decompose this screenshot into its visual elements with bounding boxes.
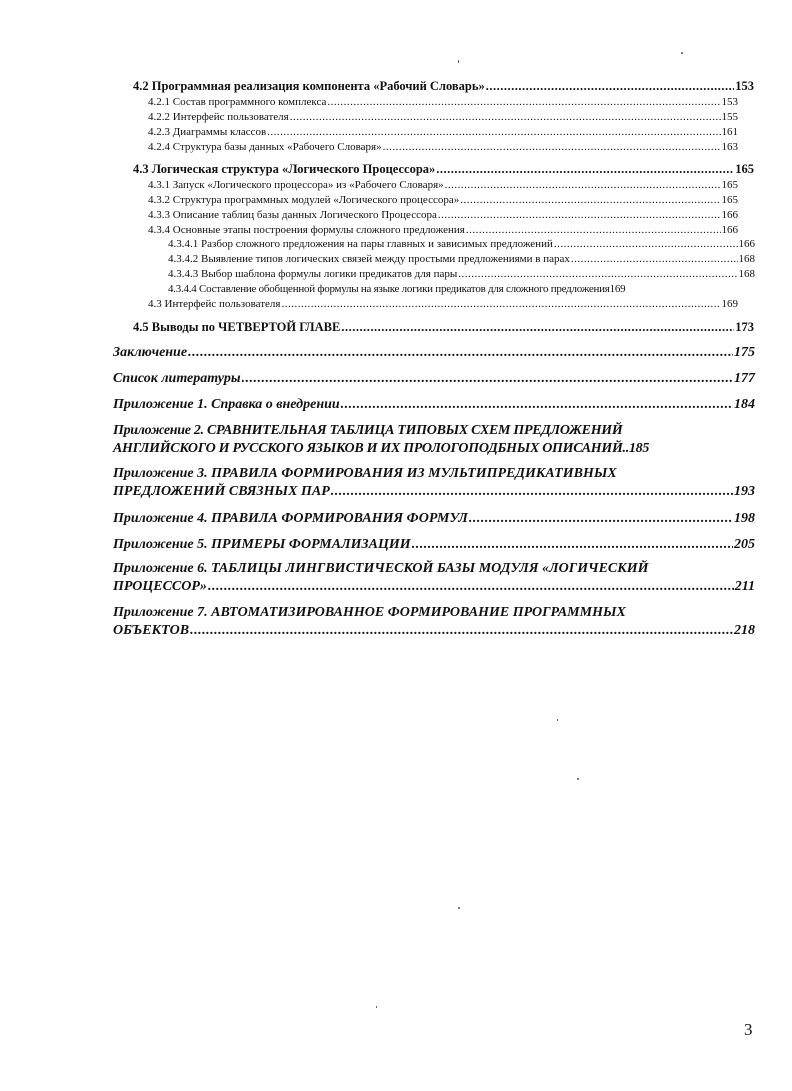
toc-entry-page: 153	[735, 79, 754, 93]
toc-entry-page: 155	[721, 111, 738, 123]
toc-entry-title: 4.2.3 Диаграммы классов	[148, 126, 267, 138]
toc-entry-references	[113, 371, 755, 387]
toc-leader-dots	[331, 484, 733, 500]
toc-entry-title: 4.3.2 Структура программных модулей «Логического процессора»	[148, 194, 460, 206]
toc-entry-page: 165	[721, 179, 738, 191]
toc-entry-4-3-4-4	[168, 283, 755, 295]
toc-entry-4-2	[133, 79, 754, 94]
toc-entry-page: 177	[734, 371, 755, 386]
toc-entry-page: 166	[738, 238, 755, 250]
toc-leader-dots	[208, 579, 734, 595]
toc-entry-title: 4.3.4 Основные этапы построения формулы сложного предложения	[148, 224, 465, 236]
toc-leader-dots	[412, 537, 733, 553]
toc-leader-dots	[327, 96, 720, 108]
toc-entry-4-2-2	[148, 111, 738, 123]
toc-entry-page: 211	[734, 579, 755, 594]
toc-entry-title: 4.3.4.2 Выявление типов логических связей между простыми предложениями в парах	[168, 253, 570, 265]
toc-entry-4-3-4-1	[168, 238, 755, 250]
toc-entry-page: 218	[734, 623, 755, 638]
toc-entry-title: 4.3 Интерфейс пользователя	[148, 298, 281, 310]
toc-entry-title: Приложение 5. ПРИМЕРЫ ФОРМАЛИЗАЦИИ	[113, 537, 411, 552]
toc-leader-dots	[486, 79, 735, 94]
toc-entry-page: 165	[735, 162, 754, 176]
toc-entry-appendix-7-line2	[113, 623, 755, 639]
toc-entry-title: Заключение	[113, 345, 188, 360]
toc-entry-title: 4.3.4.3 Выбор шаблона формулы логики предикатов для пары	[168, 268, 458, 280]
toc-entry-4-3-1	[148, 179, 738, 191]
toc-entry-4-3-4	[148, 224, 738, 236]
toc-entry-title: 4.2 Программная реализация компонента «Рабочий Словарь»	[133, 79, 485, 93]
toc-entry-4-3-2	[148, 194, 738, 206]
toc-entry-page: 205	[734, 537, 755, 552]
toc-entry-4-3-3	[148, 209, 738, 221]
toc-entry-4-3-4-2	[168, 253, 755, 265]
toc-entry-appendix-3-line1: Приложение 3. ПРАВИЛА ФОРМИРОВАНИЯ ИЗ МУЛЬТИПРЕДИКАТИВНЫХ	[113, 466, 617, 481]
toc-leader-dots	[341, 397, 733, 413]
toc-entry-page: 169	[609, 283, 626, 295]
toc-entry-title: 4.3 Логическая структура «Логического Процессора»	[133, 162, 436, 176]
scan-speck	[681, 52, 683, 54]
toc-entry-page: 185	[628, 441, 650, 456]
scan-speck	[577, 778, 579, 780]
toc-entry-title: Приложение 4. ПРАВИЛА ФОРМИРОВАНИЯ ФОРМУЛ	[113, 511, 468, 526]
toc-entry-page: 161	[721, 126, 738, 138]
toc-entry-title: ОБЪЕКТОВ	[113, 623, 190, 638]
toc-entry-page: 173	[735, 320, 754, 334]
toc-entry-page: 166	[721, 224, 738, 236]
toc-entry-page: 163	[721, 141, 738, 153]
page-number: 3	[744, 1020, 753, 1039]
toc-leader-dots	[554, 238, 738, 250]
toc-entry-page: 184	[734, 397, 755, 412]
toc-leader-dots	[281, 298, 720, 310]
toc-leader-dots	[460, 194, 720, 206]
toc-entry-appendix-2-line2	[113, 441, 755, 457]
toc-leader-dots	[469, 511, 733, 527]
toc-entry-page: 153	[721, 96, 738, 108]
toc-leader-dots	[267, 126, 720, 138]
toc-entry-title: АНГЛИЙСКОГО И РУССКОГО ЯЗЫКОВ И ИХ ПРОЛОГОПОДБНЫХ ОПИСАНИЙ..	[113, 441, 629, 456]
toc-entry-4-3-ui	[148, 298, 738, 310]
toc-leader-dots	[445, 179, 721, 191]
toc-leader-dots	[341, 320, 734, 335]
toc-entry-page: 165	[721, 194, 738, 206]
scan-speck	[458, 907, 460, 909]
toc-leader-dots	[242, 371, 733, 387]
toc-entry-page: 168	[738, 253, 755, 265]
toc-entry-title: 4.2.1 Состав программного комплекса	[148, 96, 327, 108]
toc-leader-dots	[466, 224, 721, 236]
toc-entry-appendix-6-line1: Приложение 6. ТАБЛИЦЫ ЛИНГВИСТИЧЕСКОЙ БАЗЫ МОДУЛЯ «ЛОГИЧЕСКИЙ	[113, 561, 649, 576]
toc-leader-dots	[383, 141, 721, 153]
toc-entry-appendix-3-line2	[113, 484, 755, 500]
toc-entry-appendix-1	[113, 397, 755, 413]
toc-entry-appendix-7-line1: Приложение 7. АВТОМАТИЗИРОВАННОЕ ФОРМИРОВАНИЕ ПРОГРАММНЫХ	[113, 605, 626, 620]
toc-leader-dots	[290, 111, 721, 123]
toc-entry-title: Список литературы	[113, 371, 241, 386]
scan-speck	[557, 719, 558, 721]
scan-speck	[376, 1006, 377, 1008]
toc-entry-title: Приложение 1. Справка о внедрении	[113, 397, 340, 412]
toc-leader-dots	[188, 345, 733, 361]
toc-entry-page: 169	[721, 298, 738, 310]
toc-entry-4-2-4	[148, 141, 738, 153]
toc-entry-title: ПРОЦЕССОР»	[113, 579, 207, 594]
toc-leader-dots	[571, 253, 738, 265]
toc-entry-page: 168	[738, 268, 755, 280]
toc-entry-conclusion	[113, 345, 755, 361]
toc-entry-title: ПРЕДЛОЖЕНИЙ СВЯЗНЫХ ПАР	[113, 484, 330, 499]
toc-entry-title: 4.5 Выводы по ЧЕТВЕРТОЙ ГЛАВЕ	[133, 320, 341, 334]
toc-leader-dots	[436, 162, 734, 177]
toc-leader-dots	[458, 268, 737, 280]
toc-entry-title: 4.2.4 Структура базы данных «Рабочего Словаря»	[148, 141, 382, 153]
scan-speck	[458, 60, 459, 63]
toc-entry-appendix-6-line2	[113, 579, 755, 595]
toc-entry-appendix-2-line1: Приложение 2. СРАВНИТЕЛЬНАЯ ТАБЛИЦА ТИПОВЫХ СХЕМ ПРЕДЛОЖЕНИЙ	[113, 423, 623, 438]
toc-entry-4-5	[133, 320, 754, 335]
toc-entry-4-3-4-3	[168, 268, 755, 280]
toc-entry-4-2-1	[148, 96, 738, 108]
toc-entry-title: 4.3.3 Описание таблиц базы данных Логического Процессора	[148, 209, 437, 221]
toc-entry-4-2-3	[148, 126, 738, 138]
toc-entry-page: 198	[734, 511, 755, 526]
toc-entry-title: 4.3.4.4 Составление обобщенной формулы на языке логики предикатов для сложного предложения	[168, 283, 610, 295]
toc-entry-title: 4.3.4.1 Разбор сложного предложения на пары главных и зависимых предложений	[168, 238, 553, 250]
toc-entry-page: 166	[721, 209, 738, 221]
toc-entry-4-3	[133, 162, 754, 177]
toc-entry-appendix-4	[113, 511, 755, 527]
toc-entry-title: 4.3.1 Запуск «Логического процессора» из «Рабочего Словаря»	[148, 179, 444, 191]
toc-entry-page: 193	[734, 484, 755, 499]
toc-entry-title: 4.2.2 Интерфейс пользователя	[148, 111, 289, 123]
toc-leader-dots	[190, 623, 733, 639]
toc-entry-page: 175	[734, 345, 755, 360]
toc-leader-dots	[438, 209, 721, 221]
toc-entry-appendix-5	[113, 537, 755, 553]
